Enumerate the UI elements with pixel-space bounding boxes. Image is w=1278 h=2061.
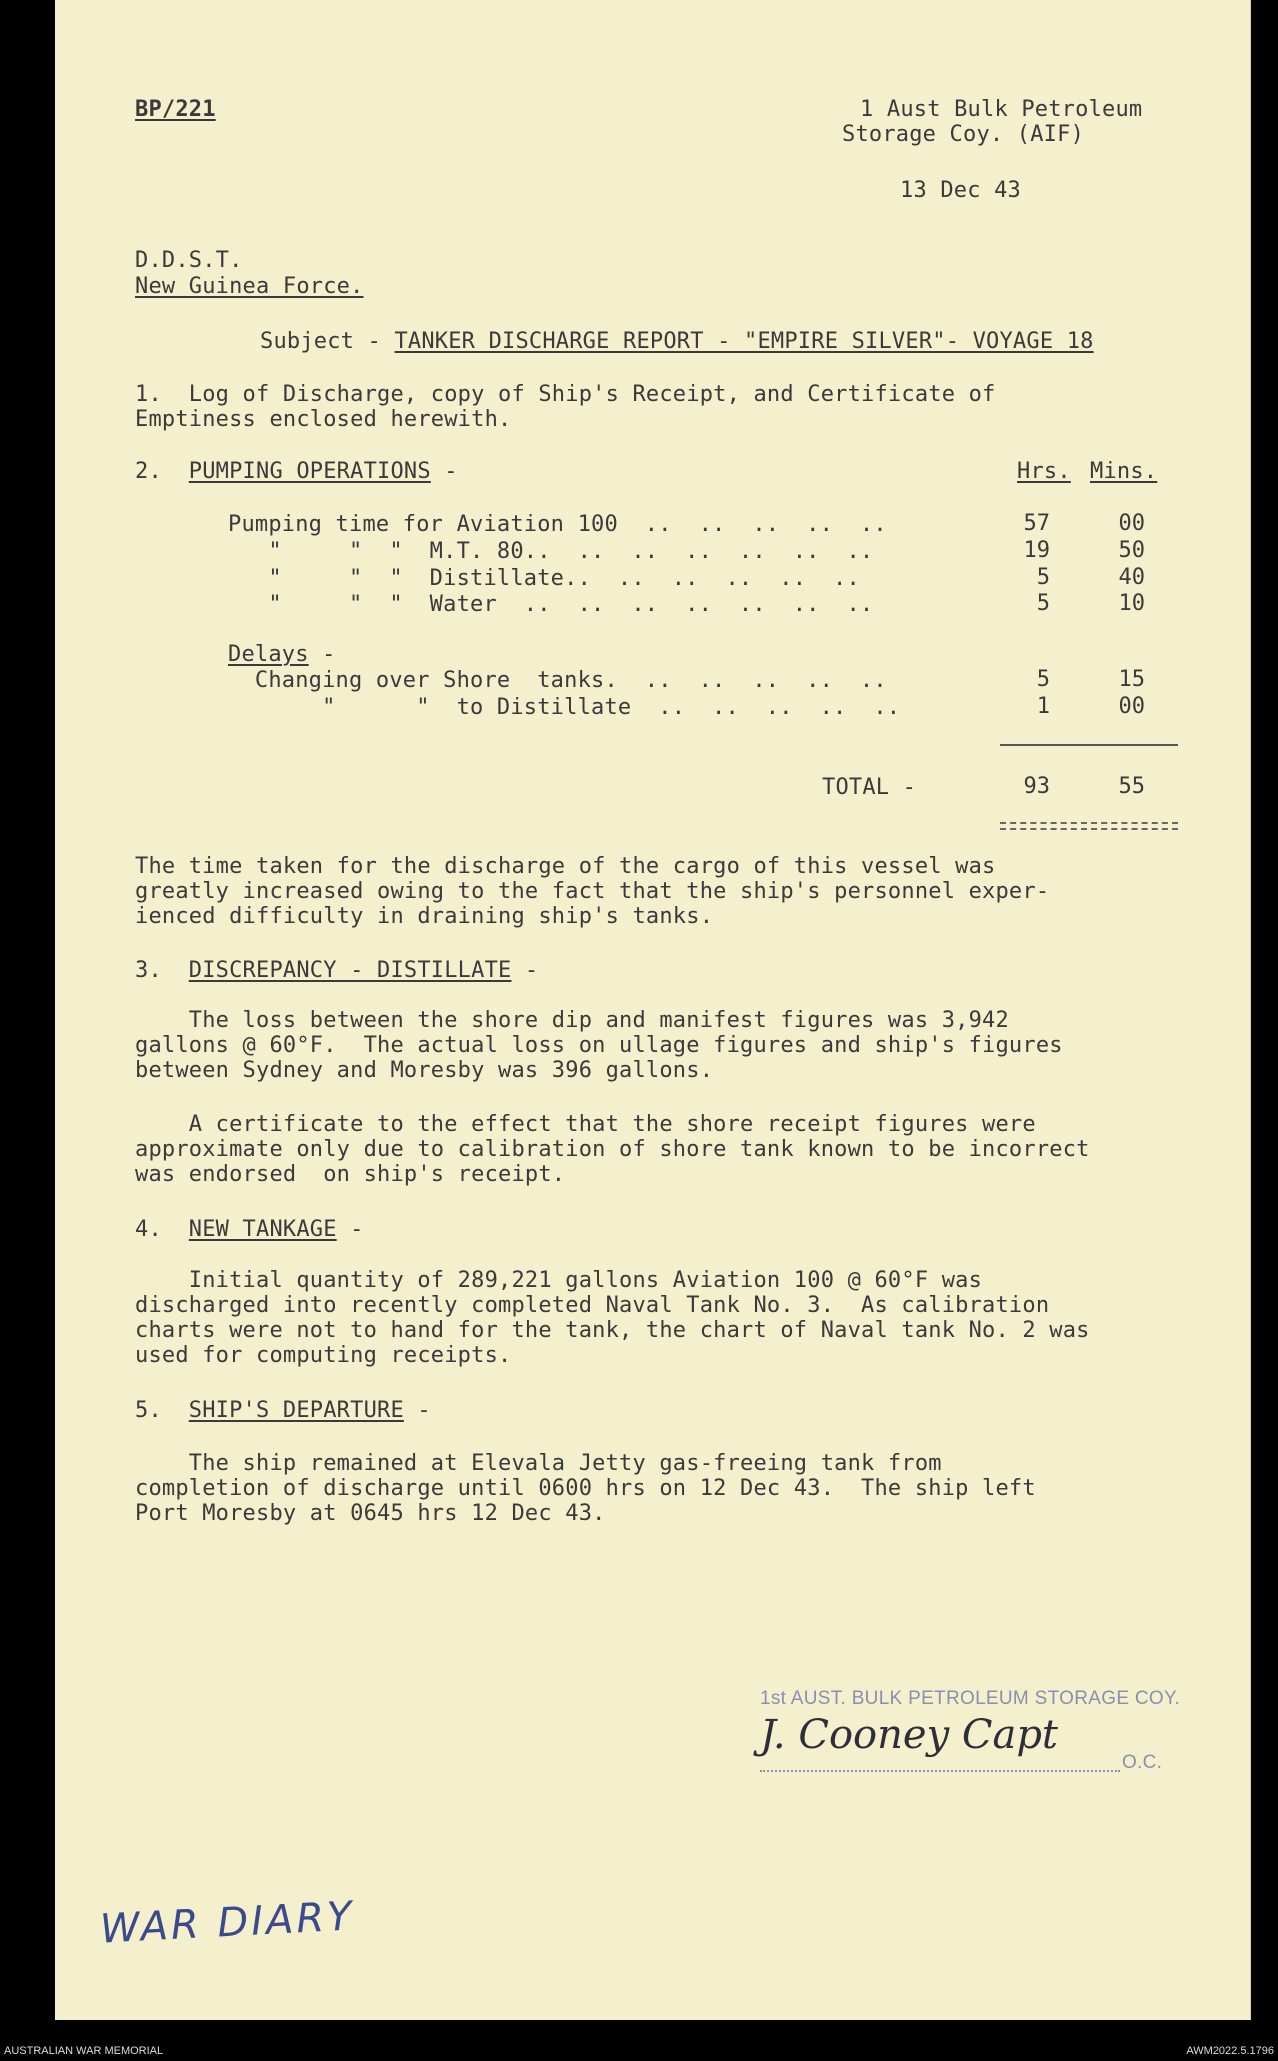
pumping-row-hours: 57 [1023,511,1050,536]
para1-line1: 1. Log of Discharge, copy of Ship's Receipt, and Certificate of [135,382,996,407]
delay-row-hours: 5 [1036,667,1050,692]
war-diary-annotation: WAR DIARY [98,1893,356,1953]
para2-heading [135,458,458,485]
para2-note-line1: The time taken for the discharge of the cargo of this vessel was [135,854,996,879]
addressee-line2: New Guinea Force. [135,274,364,299]
unit-name-line2: Storage Coy. (AIF) [842,122,1085,147]
para5-heading [135,1397,431,1424]
unit-stamp: 1st AUST. BULK PETROLEUM STORAGE COY. [760,1688,1181,1709]
para3-dash: - [511,958,539,983]
para2-note-line2: greatly increased owing to the fact that the ship's personnel exper- [135,879,1050,904]
delays-dash: - [308,642,336,667]
para4-line3: charts were not to hand for the tank, the chart of Naval tank No. 2 was [135,1318,1090,1343]
footer-left: AUSTRALIAN WAR MEMORIAL [4,2045,164,2057]
para3-line3: between Sydney and Moresby was 396 gallons. [135,1058,714,1083]
delay-row-minutes: 15 [1118,667,1145,692]
pumping-row-label: Pumping time for Aviation 100 .. .. .. .. .. [228,512,887,537]
pumping-row-hours: 5 [1036,591,1050,616]
para2-note-line3: ienced difficulty in draining ship's tanks. [135,904,714,929]
signature-dotted-line [760,1770,1120,1772]
para4-line2: discharged into recently completed Naval Tank No. 3. As calibration [135,1293,1050,1318]
para3-line2: gallons @ 60°F. The actual loss on ullage figures and ship's figures [135,1033,1063,1058]
para5-line2: completion of discharge until 0600 hrs on 12 Dec 43. The ship left [135,1476,1036,1501]
addressee-line1: D.D.S.T. [135,248,243,273]
pumping-row-label: " " " Distillate.. .. .. .. .. .. [228,566,860,591]
pumping-row-minutes: 50 [1118,538,1145,563]
para5-line3: Port Moresby at 0645 hrs 12 Dec 43. [135,1501,606,1526]
reference-number: BP/221 [135,97,216,122]
para5-number: 5. [135,1398,162,1423]
total-rule [1000,744,1178,746]
delay-row-hours: 1 [1036,694,1050,719]
para5-title: SHIP'S DEPARTURE [188,1398,404,1423]
para3-number: 3. [135,958,162,983]
stamp-oc: O.C. [1122,1752,1163,1773]
footer-right: AWM2022.5.1796 [1186,2045,1274,2057]
column-minutes: Mins. [1090,459,1158,484]
para2-dash: - [430,459,458,484]
pumping-row-label: " " " M.T. 80.. .. .. .. .. .. .. [228,539,874,564]
document-date: 13 Dec 43 [900,178,1022,203]
para2-title: PUMPING OPERATIONS [188,459,431,484]
para5-line1: The ship remained at Elevala Jetty gas-freeing tank from [135,1451,942,1476]
para4-line1: Initial quantity of 289,221 gallons Aviation 100 @ 60°F was [135,1268,983,1293]
delays-title: Delays [228,642,309,667]
para4-heading [135,1216,364,1243]
column-hours: Hrs. [1017,459,1071,484]
pumping-row-hours: 5 [1036,565,1050,590]
pumping-row-label: " " " Water .. .. .. .. .. .. .. [228,592,874,617]
unit-name-line1: 1 Aust Bulk Petroleum [860,97,1143,122]
para3-heading [135,957,538,984]
total-double-rule [1000,822,1178,830]
total-hours: 93 [1023,774,1050,799]
para3-line1: The loss between the shore dip and manifest figures was 3,942 [135,1008,1009,1033]
pumping-row-hours: 19 [1023,538,1050,563]
para1-line2: Emptiness enclosed herewith. [135,407,512,432]
para2-number: 2. [135,459,162,484]
delays-heading [228,641,336,668]
pumping-row-minutes: 00 [1118,511,1145,536]
para4-number: 4. [135,1217,162,1242]
para4-title: NEW TANKAGE [188,1217,337,1242]
para3-line4: A certificate to the effect that the shore receipt figures were [135,1112,1036,1137]
para3-title: DISCREPANCY - DISTILLATE [188,958,512,983]
pumping-row-minutes: 40 [1118,565,1145,590]
subject-label: Subject - [260,329,395,354]
delay-row-label: Changing over Shore tanks. .. .. .. .. .. [228,668,887,693]
pumping-row-minutes: 10 [1118,591,1145,616]
subject-text: TANKER DISCHARGE REPORT - "EMPIRE SILVER"- VOYAGE 18 [394,329,1094,354]
subject-line [260,328,1094,355]
signature: J. Cooney Capt [760,1712,1059,1758]
total-minutes: 55 [1118,774,1145,799]
delay-row-label: " " to Distillate .. .. .. .. .. [228,695,901,720]
para5-dash: - [403,1398,431,1423]
para4-dash: - [336,1217,364,1242]
delay-row-minutes: 00 [1118,694,1145,719]
para3-line6: was endorsed on ship's receipt. [135,1162,566,1187]
para4-line4: used for computing receipts. [135,1343,512,1368]
para3-line5: approximate only due to calibration of shore tank known to be incorrect [135,1137,1090,1162]
total-label: TOTAL - [822,775,917,800]
